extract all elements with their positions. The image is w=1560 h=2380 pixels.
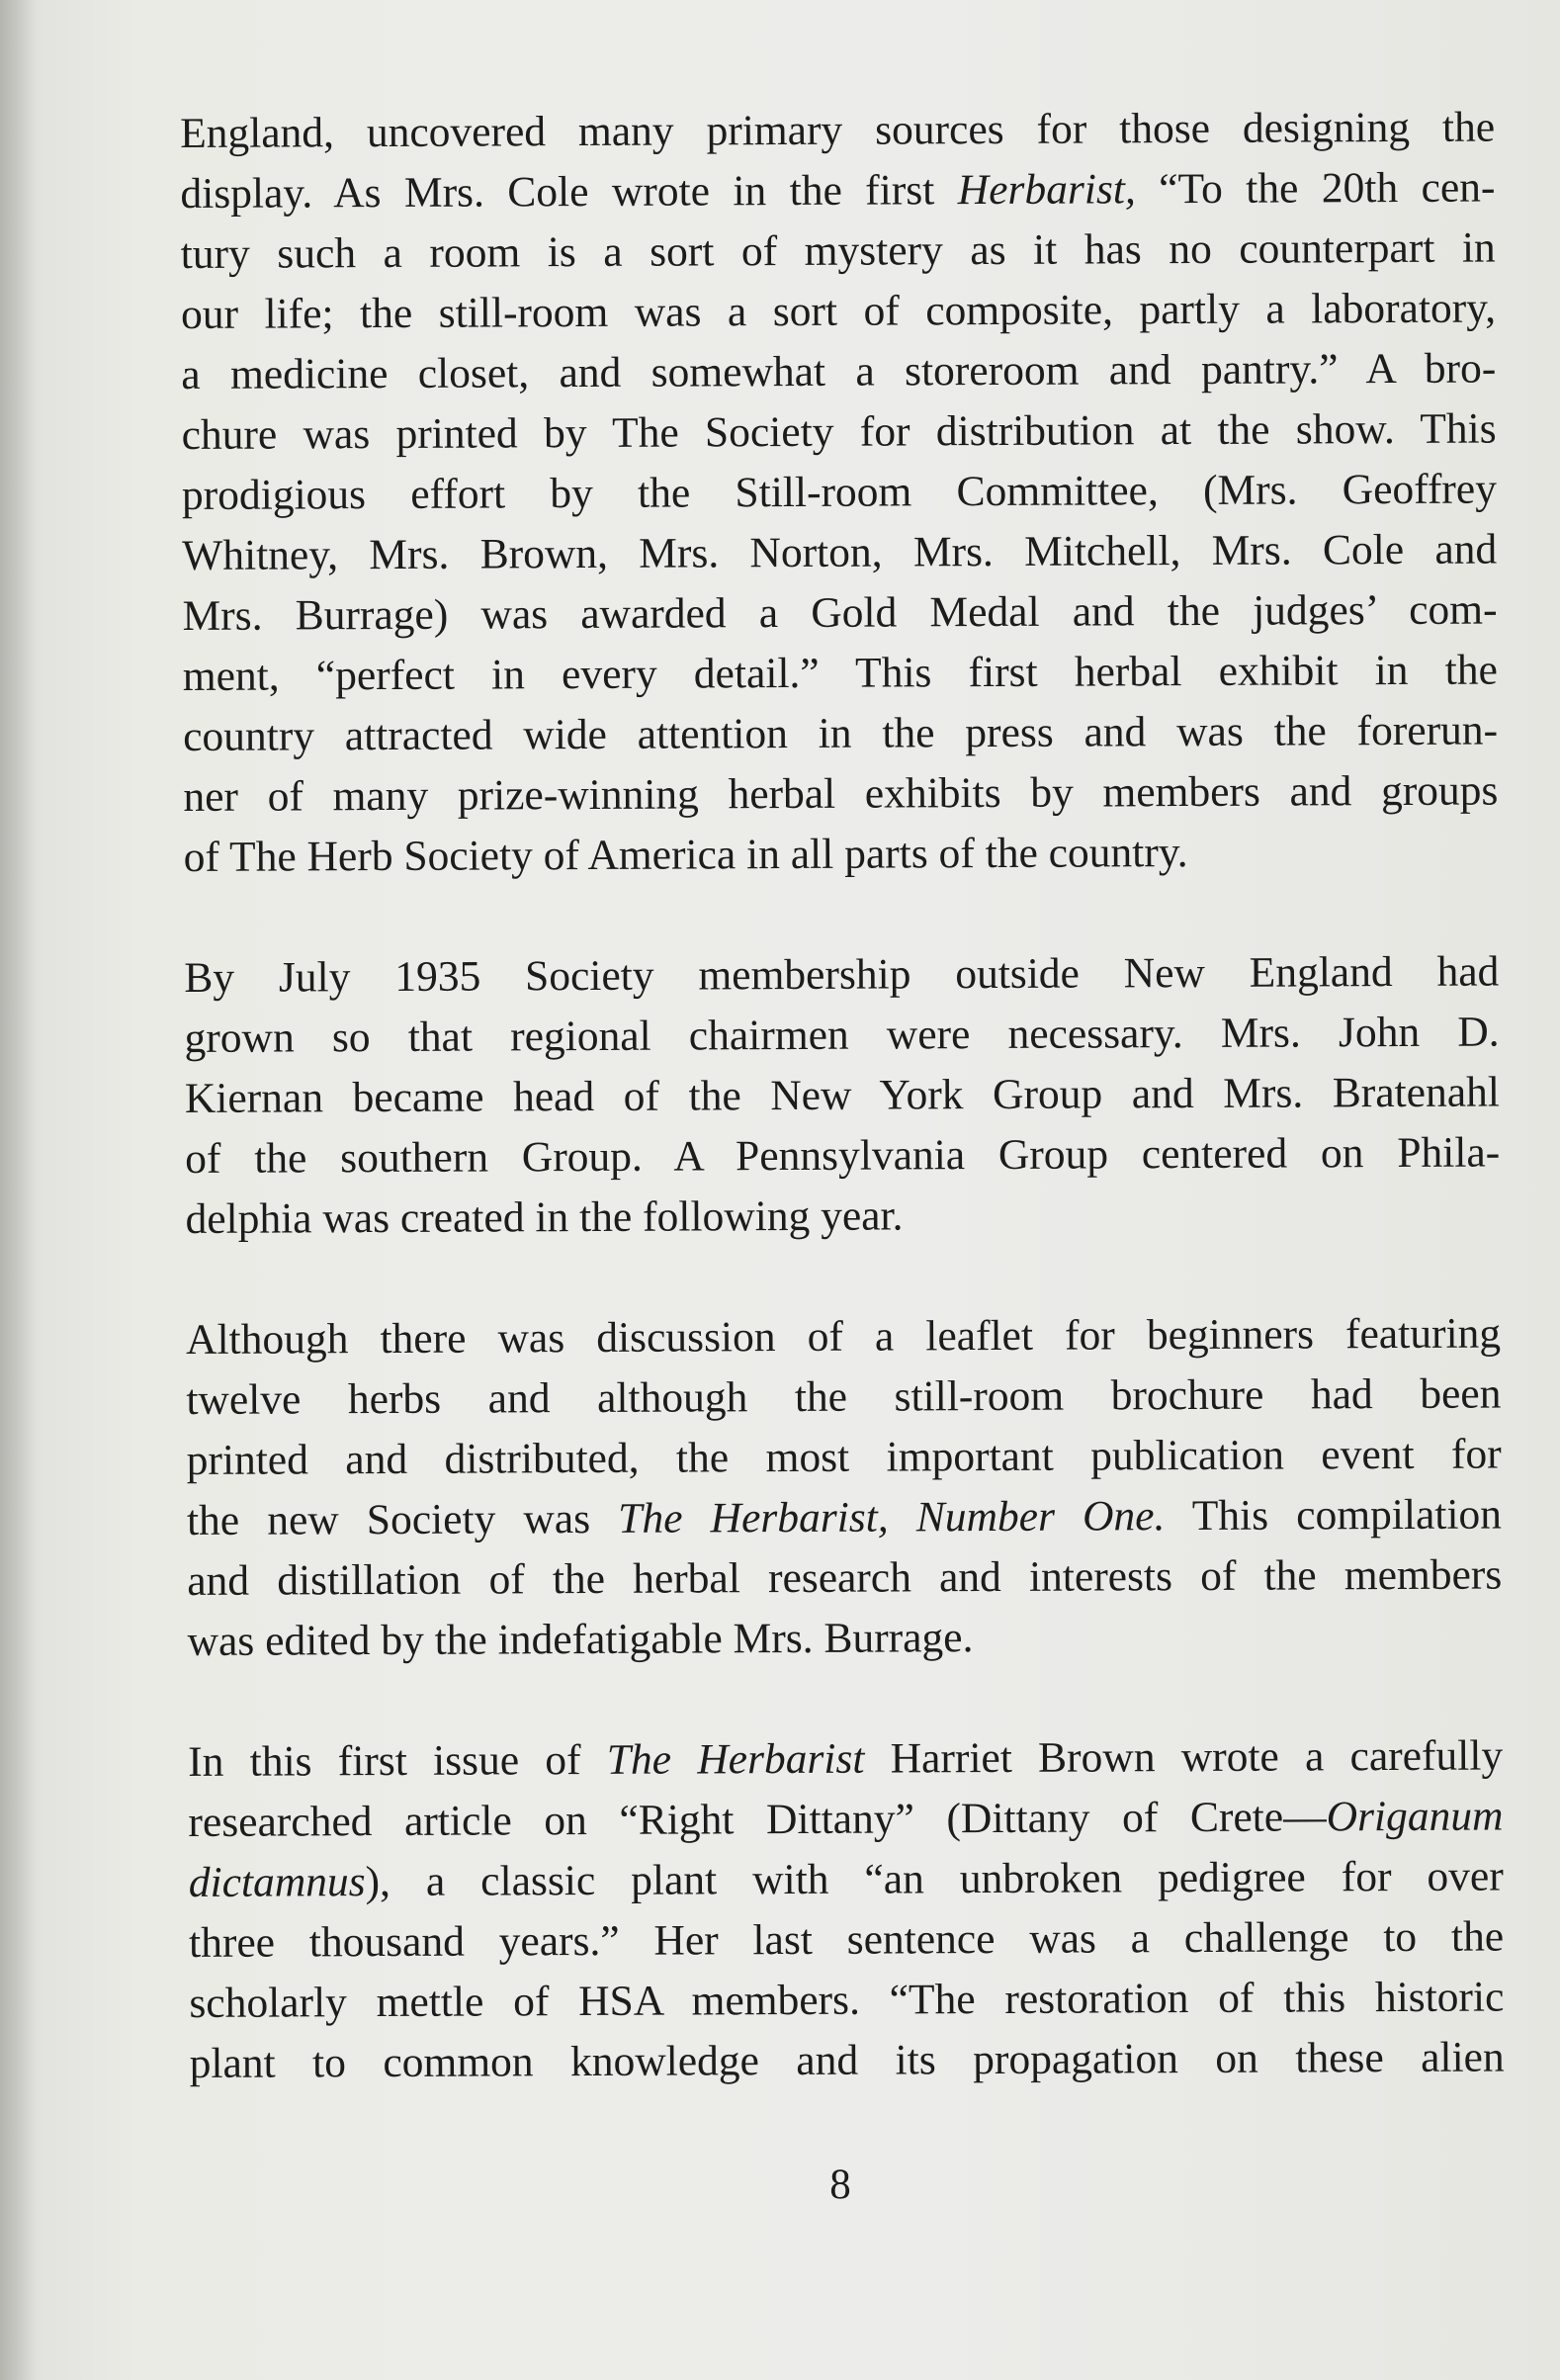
text-line: was edited by the indefatigable Mrs. Burrage. — [187, 1614, 974, 1665]
text-line: ner of many prize-winning herbal exhibits by members and groups — [183, 766, 1499, 821]
text-line: country attracted wide attention in the press and was the forerun- — [183, 706, 1499, 760]
text-line: In this first issue of The Herbarist Harriet Brown wrote a carefully — [188, 1731, 1504, 1786]
text-line: three thousand years.” Her last sentence was a challenge to the — [188, 1912, 1505, 1967]
text-line: By July 1935 Society membership outside New England had — [184, 947, 1500, 1002]
page-number: 8 — [829, 2161, 851, 2208]
text-line: scholarly mettle of HSA members. “The restoration of this historic — [189, 1973, 1505, 2027]
text-line: a medicine closet, and somewhat a storeroom and pantry.” A bro- — [181, 344, 1497, 398]
paragraph — [184, 941, 1500, 1249]
text-line: delphia was created in the following year. — [185, 1191, 904, 1243]
text-line: of The Herb Society of America in all parts of the country. — [183, 829, 1188, 881]
text-line: Kiernan became head of the New York Group and Mrs. Bratenahl — [184, 1068, 1501, 1122]
text-line: of the southern Group. A Pennsylvania Group centered on Phila- — [185, 1128, 1501, 1183]
text-line: the new Society was The Herbarist, Number One. This compilation — [186, 1490, 1503, 1544]
text-line: tury such a room is a sort of mystery as it has no counterpart in — [180, 223, 1496, 278]
paragraph — [188, 1725, 1505, 2093]
text-line: researched article on “Right Dittany” (Dittany of Crete—Origanum — [188, 1792, 1504, 1846]
text-line: plant to common knowledge and its propagation on these alien — [189, 2033, 1505, 2087]
text-line: display. As Mrs. Cole wrote in the first Herbarist, “To the 20th cen- — [180, 163, 1496, 218]
text-line: twelve herbs and although the still-room brochure had been — [186, 1369, 1502, 1424]
body-text — [180, 98, 1505, 2155]
text-line: grown so that regional chairmen were necessary. Mrs. John D. — [184, 1008, 1500, 1062]
text-line: our life; the still-room was a sort of composite, partly a laboratory, — [180, 284, 1497, 338]
spine-shadow — [0, 0, 36, 2380]
paragraph — [180, 98, 1499, 888]
text-line: prodigious effort by the Still-room Committee, (Mrs. Geoffrey — [181, 465, 1498, 519]
text-line: printed and distributed, the most important publication event for — [186, 1430, 1502, 1484]
text-line: and distillation of the herbal research and interests of the members — [187, 1550, 1503, 1605]
text-line: dictamnus), a classic plant with “an unbroken pedigree for over — [188, 1852, 1504, 1906]
text-line: Mrs. Burrage) was awarded a Gold Medal and the judges’ com- — [182, 585, 1498, 640]
text-line: England, uncovered many primary sources for those designing the — [180, 103, 1496, 157]
text-line: Whitney, Mrs. Brown, Mrs. Norton, Mrs. Mitchell, Mrs. Cole and — [182, 525, 1498, 579]
text-line: chure was printed by The Society for distribution at the show. This — [181, 404, 1497, 459]
text-line: ment, “perfect in every detail.” This first herbal exhibit in the — [182, 646, 1498, 700]
paragraph — [186, 1303, 1503, 1671]
text-line: Although there was discussion of a leaflet for beginners featuring — [185, 1309, 1502, 1364]
